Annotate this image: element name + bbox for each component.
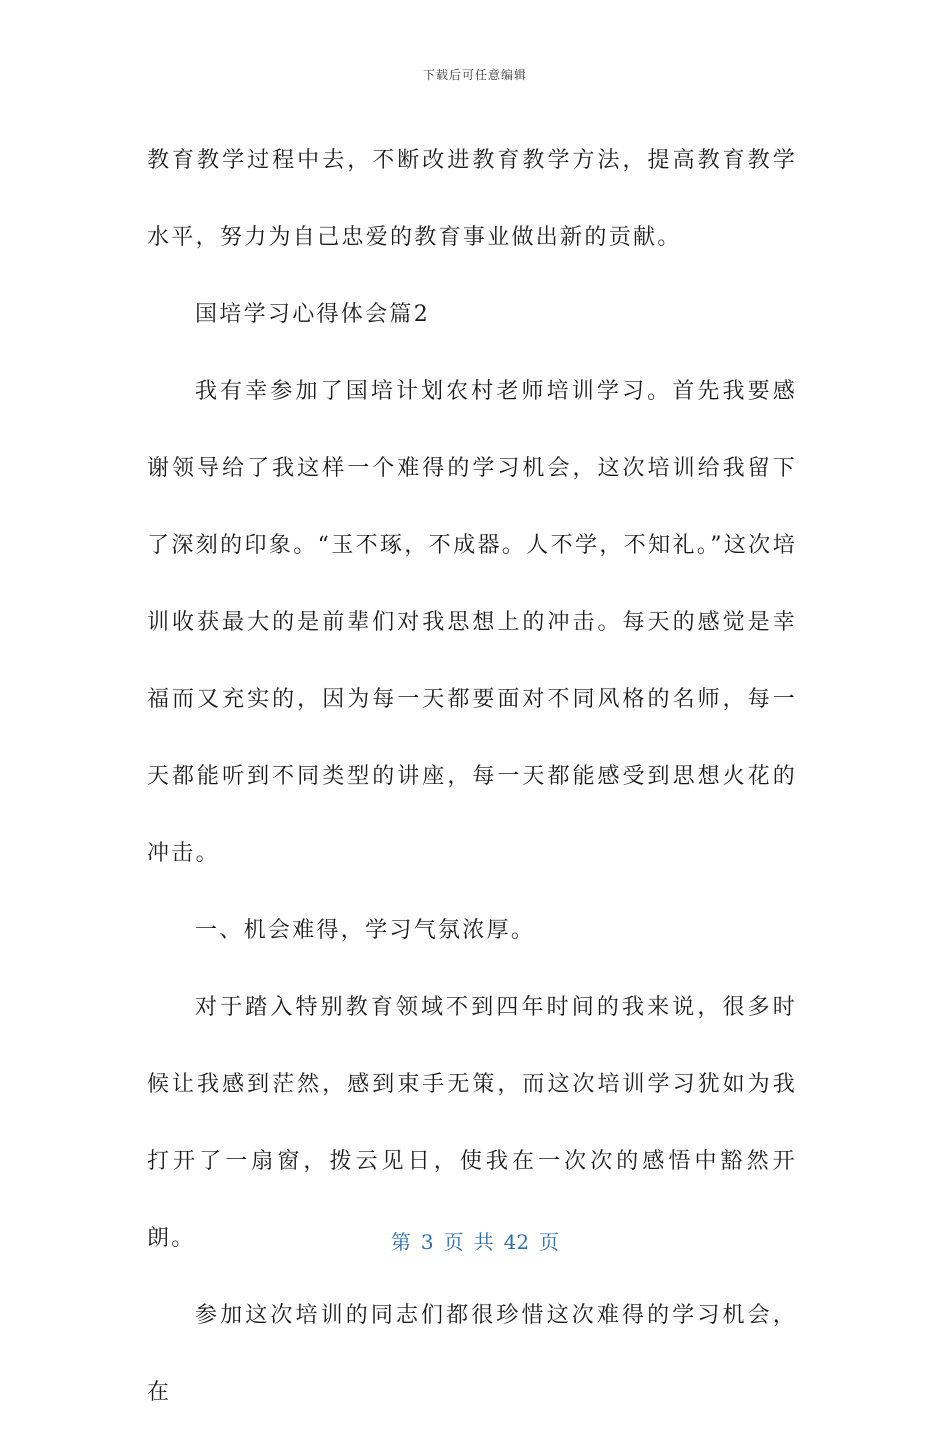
total-pages-number: 42 — [503, 1230, 530, 1254]
footer-label-total: 共 — [473, 1230, 494, 1254]
page-footer — [0, 1226, 950, 1255]
paragraph: 参加这次培训的同志们都很珍惜这次难得的学习机会，在 — [147, 1303, 797, 1405]
footer-label-page: 第 — [390, 1230, 411, 1254]
paragraph-continuation: 教育教学过程中去，不断改进教育教学方法，提高教育教学水平，努力为自己忠爱的教育事业做出新的贡献。 — [147, 148, 797, 250]
subsection-heading: 一、机会难得，学习气氛浓厚。 — [195, 918, 536, 943]
section-heading: 国培学习心得体会篇2 — [195, 302, 430, 327]
paragraph: 对于踏入特别教育领域不到四年时间的我来说，很多时候让我感到茫然，感到束手无策，而这次培训学习犹如为我打开了一扇窗，拨云见日，使我在一次次的感悟中豁然开朗。 — [147, 995, 797, 1251]
footer-label-page-of: 页 — [443, 1230, 464, 1254]
footer-label-pages: 页 — [539, 1230, 560, 1254]
paragraph: 我有幸参加了国培计划农村老师培训学习。首先我要感谢领导给了我这样一个难得的学习机会，这次培训给我留下了深刻的印象。“玉不琢，不成器。人不学，不知礼。”这次培训收获最大的是前辈们对我思想上的冲击。每天的感觉是幸福而又充实的，因为每一天都要面对不同风格的名师，每一天都能听到不同类型的讲座，每一天都能感受到思想火花的冲击。 — [147, 379, 797, 866]
page-header: 下载后可任意编辑 — [422, 68, 527, 82]
current-page-number: 3 — [420, 1230, 434, 1254]
